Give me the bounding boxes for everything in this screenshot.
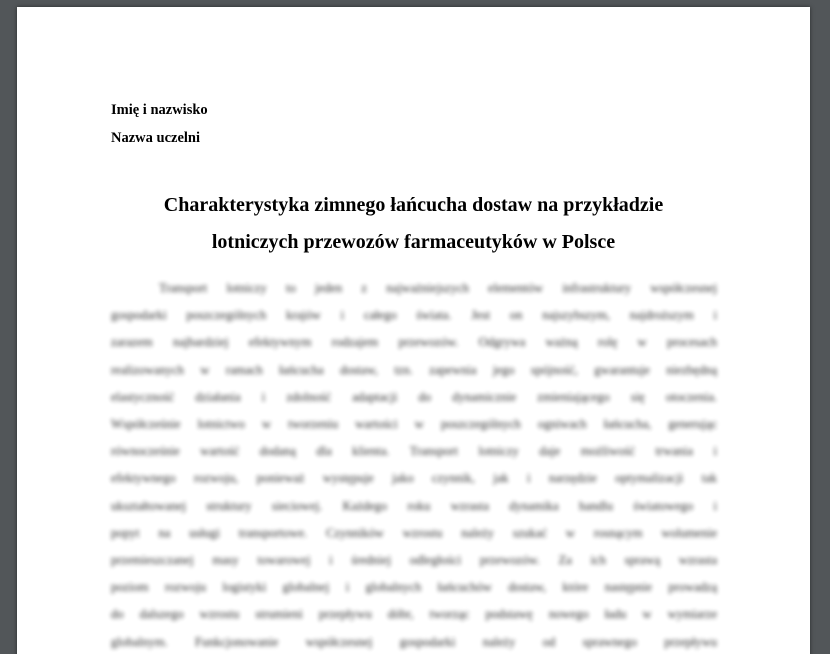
document-title	[77, 187, 750, 261]
body-line: równocześnie wartość dodaną dla klienta. Transport lotniczy daje możliwość trwania i	[111, 444, 717, 459]
body-line: Transport lotniczy to jeden z najważniejszych elementów infrastruktury współczesnej	[159, 281, 717, 295]
author-name-label: Imię i nazwisko	[111, 102, 208, 118]
body-line: ukształtowanej struktury sieciowej. Każdego roku wzrasta dynamika handlu światowego i	[111, 498, 717, 513]
document-page	[17, 7, 810, 654]
body-line: popyt na usługi transportowe. Czynników wzrostu należy szukać w rosnącym wolumenie	[111, 525, 717, 540]
body-line: do dalszego wzrostu strumieni przepływu dóbr, tworząc podstawę nowego ładu w wymiarze	[111, 607, 717, 622]
university-name-label: Nazwa uczelni	[111, 130, 200, 146]
body-line: poziom rozwoju logistyki globalnej i globalnych łańcuchów dostaw, które następnie prowadzą	[111, 580, 717, 595]
body-line: efektywnego rozwoju, ponieważ występuje jako czynnik, jak i narzędzie optymalizacji tak	[111, 471, 717, 486]
document-title-line-2: lotniczych przewozów farmaceutyków w Polsce	[211, 231, 616, 253]
blurred-body-paragraph	[111, 275, 717, 654]
body-line: elastyczność działania i zdolność adaptacji do dynamicznie zmieniającego się otoczenia.	[111, 389, 717, 404]
body-line: globalnym. Funkcjonowanie współczesnej gospodarki należy od sprawnego przepływu	[111, 634, 717, 649]
body-line: zarazem najbardziej efektywnym rodzajem przewozów. Odgrywa ważną rolę w procesach	[111, 335, 717, 350]
body-line: Współcześnie lotnictwo w tworzeniu wartości w poszczególnych ogniwach łańcucha, generując	[111, 417, 717, 432]
body-line: realizowanych w ramach łańcucha dostaw, tzn. zapewnia jego spójność, gwarantuje niezbędną	[111, 362, 717, 377]
body-line: gospodarki poszczególnych krajów i całego świata. Jest on najszybszym, najdroższym i	[111, 308, 717, 323]
document-title-line-1: Charakterystyka zimnego łańcucha dostaw na przykładzie	[163, 194, 664, 216]
body-line: przemieszczanej masy towarowej i średniej odległości przewozów. Za ich sprawą wzrasta	[111, 553, 717, 568]
